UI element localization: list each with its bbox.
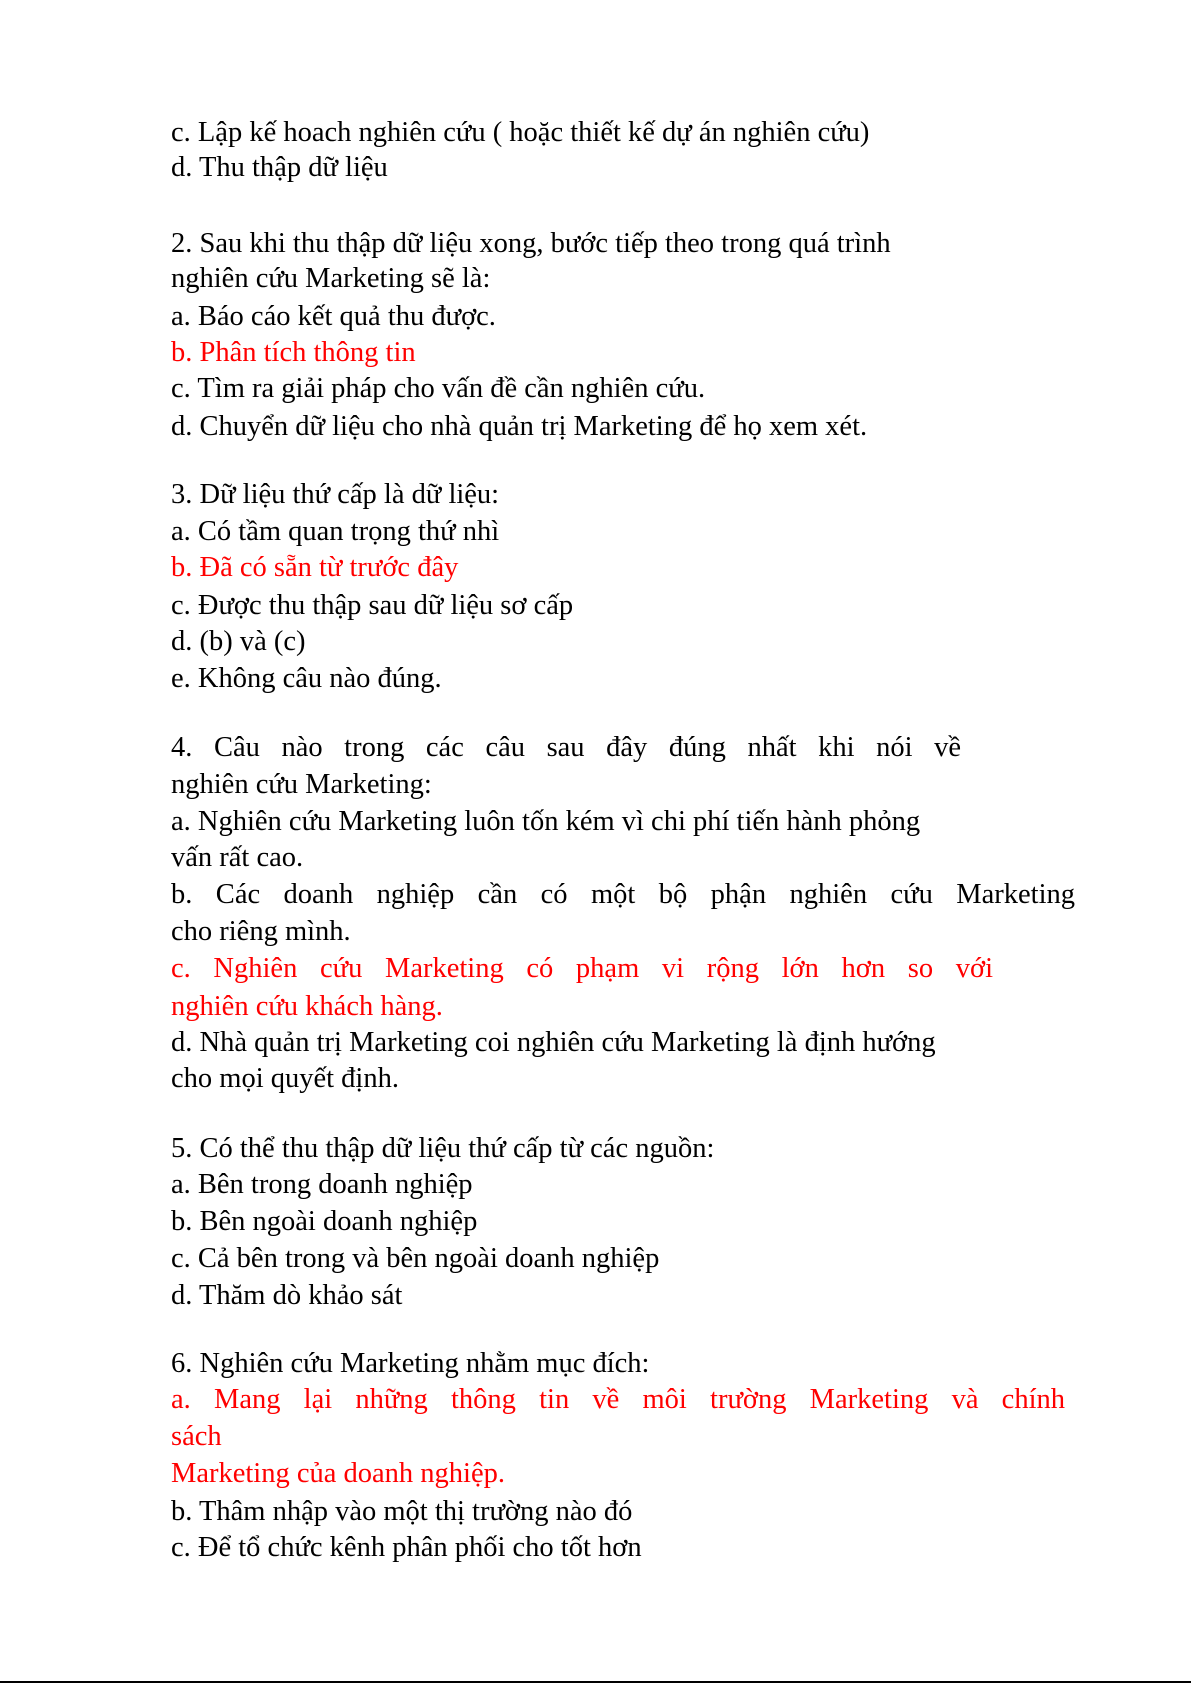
q4-option-d-line2: cho mọi quyết định.: [171, 1063, 399, 1094]
q6-question: 6. Nghiên cứu Marketing nhằm mục đích:: [171, 1348, 650, 1379]
q4-question-line1: 4. Câu nào trong các câu sau đây đúng nhất khi nói về: [171, 732, 961, 763]
q4-option-a-line2: vấn rất cao.: [171, 842, 304, 873]
q5-option-c: c. Cả bên trong và bên ngoài doanh nghiệp: [171, 1243, 660, 1274]
q2-option-c: c. Tìm ra giải pháp cho vấn đề cần nghiên cứu.: [171, 373, 706, 404]
q2-question-line1: 2. Sau khi thu thập dữ liệu xong, bước tiếp theo trong quá trình: [171, 228, 891, 259]
q5-question: 5. Có thể thu thập dữ liệu thứ cấp từ các nguồn:: [171, 1133, 715, 1164]
q6-option-a-answer-line1: a. Mang lại những thông tin về môi trường Marketing và chính: [171, 1384, 1065, 1415]
q4-question-line2: nghiên cứu Marketing:: [171, 769, 432, 800]
q4-option-a-line1: a. Nghiên cứu Marketing luôn tốn kém vì chi phí tiến hành phỏng: [171, 806, 921, 837]
q5-option-d: d. Thăm dò khảo sát: [171, 1280, 403, 1311]
q6-option-a-answer-line2: sách: [171, 1421, 222, 1452]
q3-option-b-answer: b. Đã có sẵn từ trước đây: [171, 552, 459, 583]
q2-option-a: a. Báo cáo kết quả thu được.: [171, 301, 496, 332]
q4-option-d-line1: d. Nhà quản trị Marketing coi nghiên cứu Marketing là định hướng: [171, 1027, 936, 1058]
q1-option-c: c. Lập kế hoach nghiên cứu ( hoặc thiết kế dự án nghiên cứu): [171, 117, 870, 148]
q3-question: 3. Dữ liệu thứ cấp là dữ liệu:: [171, 479, 500, 510]
q1-option-d: d. Thu thập dữ liệu: [171, 152, 388, 183]
q2-option-b-answer: b. Phân tích thông tin: [171, 337, 416, 368]
q3-option-e: e. Không câu nào đúng.: [171, 663, 442, 694]
q6-option-a-answer-line3: Marketing của doanh nghiệp.: [171, 1458, 505, 1489]
q4-option-b-line2: cho riêng mình.: [171, 916, 351, 947]
q4-option-c-answer-line2: nghiên cứu khách hàng.: [171, 991, 443, 1022]
q6-option-c: c. Để tổ chức kênh phân phối cho tốt hơn: [171, 1532, 642, 1563]
q2-question-line2: nghiên cứu Marketing sẽ là:: [171, 263, 491, 294]
q3-option-a: a. Có tầm quan trọng thứ nhì: [171, 516, 500, 547]
q4-option-c-answer-line1: c. Nghiên cứu Marketing có phạm vi rộng lớn hơn so với: [171, 953, 993, 984]
q4-option-b-line1: b. Các doanh nghiệp cần có một bộ phận nghiên cứu Marketing: [171, 879, 1075, 910]
q3-option-d: d. (b) và (c): [171, 626, 306, 657]
page-bottom-divider: [0, 1681, 1191, 1683]
q5-option-b: b. Bên ngoài doanh nghiệp: [171, 1206, 478, 1237]
q3-option-c: c. Được thu thập sau dữ liệu sơ cấp: [171, 590, 574, 621]
q2-option-d: d. Chuyển dữ liệu cho nhà quản trị Marketing để họ xem xét.: [171, 411, 868, 442]
q6-option-b: b. Thâm nhập vào một thị trường nào đó: [171, 1496, 633, 1527]
q5-option-a: a. Bên trong doanh nghiệp: [171, 1169, 473, 1200]
